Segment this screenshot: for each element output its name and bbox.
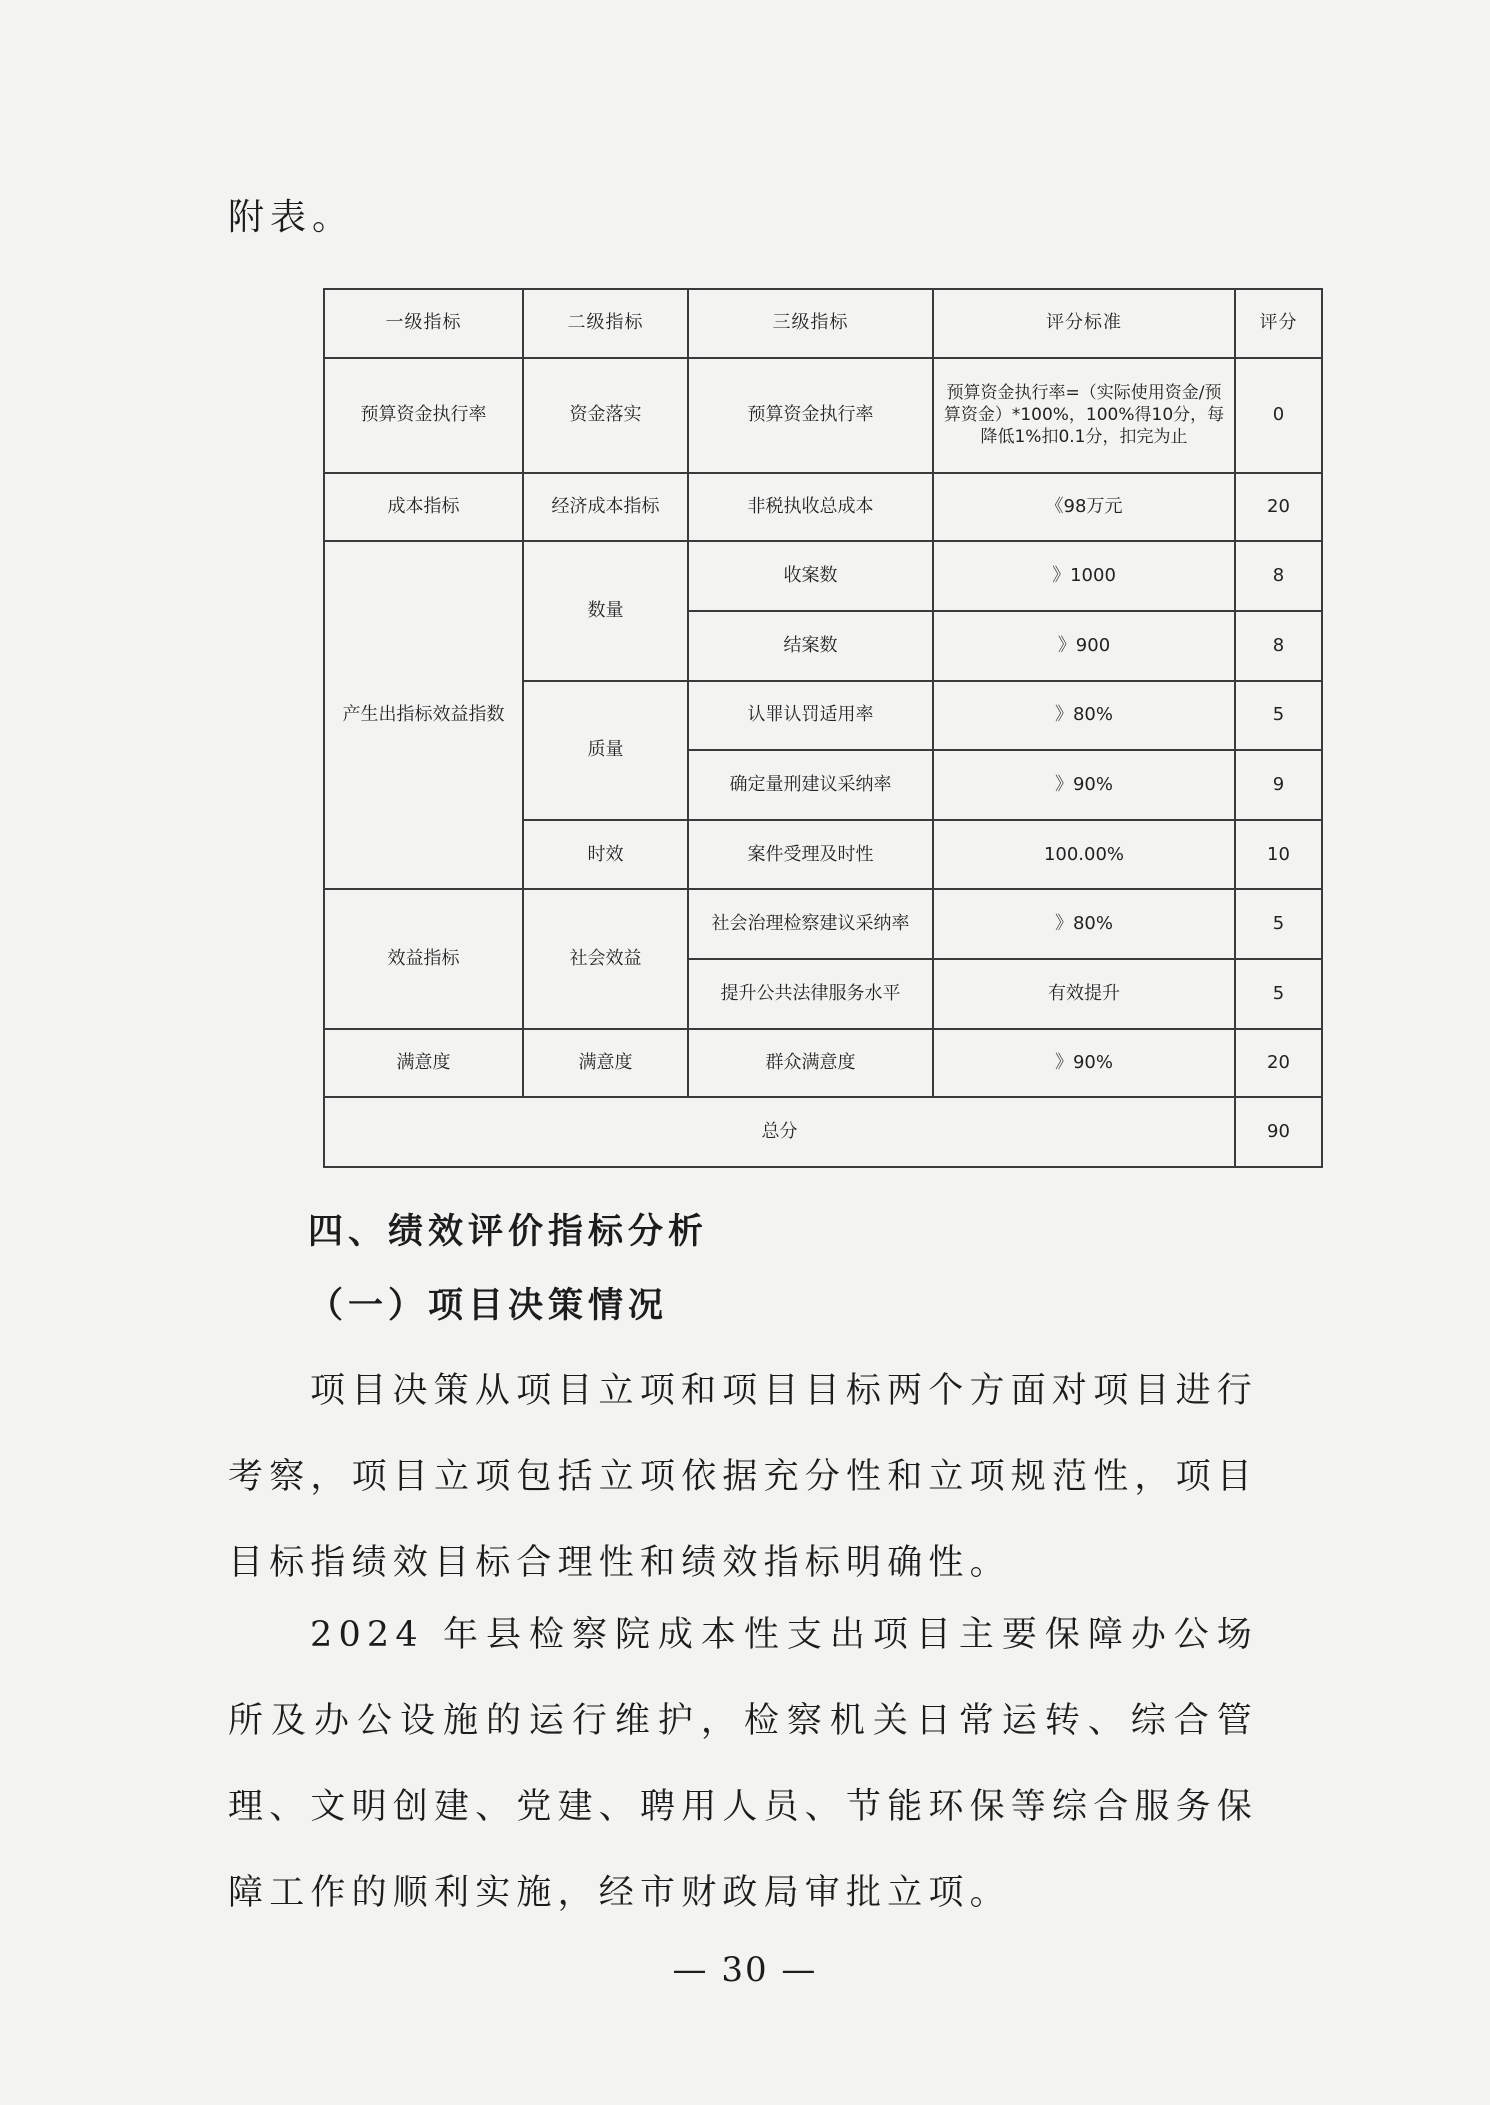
table-row [324, 358, 1322, 473]
score-cell: 0 [1235, 358, 1322, 473]
criteria-cell: 100.00% [933, 820, 1235, 890]
criteria-cell: 有效提升 [933, 959, 1235, 1029]
level2-cell: 质量 [523, 681, 688, 820]
level3-cell: 收案数 [688, 541, 933, 611]
criteria-cell: 》90% [933, 750, 1235, 820]
total-label-cell: 总分 [324, 1097, 1235, 1167]
total-score-cell: 90 [1235, 1097, 1322, 1167]
table-header-row [324, 289, 1322, 358]
score-cell: 20 [1235, 473, 1322, 542]
criteria-cell: 》80% [933, 681, 1235, 751]
score-cell: 10 [1235, 820, 1322, 890]
level3-cell: 确定量刑建议采纳率 [688, 750, 933, 820]
criteria-cell: 》1000 [933, 541, 1235, 611]
table-row [324, 541, 1322, 611]
header-cell-level1: 一级指标 [324, 289, 523, 358]
score-cell: 8 [1235, 541, 1322, 611]
level3-cell: 非税执收总成本 [688, 473, 933, 542]
header-cell-score: 评分 [1235, 289, 1322, 358]
header-cell-level3: 三级指标 [688, 289, 933, 358]
level3-cell: 认罪认罚适用率 [688, 681, 933, 751]
level3-cell: 结案数 [688, 611, 933, 681]
page-number: — 30 — [672, 1950, 818, 1990]
intro-text: 附表。 [228, 197, 355, 238]
score-cell: 9 [1235, 750, 1322, 820]
level1-cell: 效益指标 [324, 889, 523, 1028]
score-cell: 5 [1235, 889, 1322, 959]
level1-cell: 预算资金执行率 [324, 358, 523, 473]
criteria-cell: 预算资金执行率=（实际使用资金/预算资金）*100%，100%得10分，每降低1%扣0.1分，扣完为止 [933, 358, 1235, 473]
level1-cell: 满意度 [324, 1029, 523, 1098]
level3-cell: 社会治理检察建议采纳率 [688, 889, 933, 959]
level2-cell: 数量 [523, 541, 688, 680]
level2-cell: 满意度 [523, 1029, 688, 1098]
table-row [324, 889, 1322, 959]
header-cell-level2: 二级指标 [523, 289, 688, 358]
level2-cell: 资金落实 [523, 358, 688, 473]
level3-cell: 提升公共法律服务水平 [688, 959, 933, 1029]
table-total-row [324, 1097, 1322, 1167]
level3-cell: 群众满意度 [688, 1029, 933, 1098]
performance-index-table [323, 288, 1323, 1168]
level3-cell: 预算资金执行率 [688, 358, 933, 473]
score-cell: 20 [1235, 1029, 1322, 1098]
level3-cell: 案件受理及时性 [688, 820, 933, 890]
header-cell-criteria: 评分标准 [933, 289, 1235, 358]
paragraph: 项目决策从项目立项和项目目标两个方面对项目进行考察，项目立项包括立项依据充分性和立项规范性，项目目标指绩效目标合理性和绩效指标明确性。 [228, 1371, 1259, 1583]
paragraph: 2024 年县检察院成本性支出项目主要保障办公场所及办公设施的运行维护，检察机关日常运转、综合管理、文明创建、党建、聘用人员、节能环保等综合服务保障工作的顺利实施，经市财政局审批立项。 [228, 1615, 1259, 1913]
score-cell: 5 [1235, 959, 1322, 1029]
criteria-cell: 》900 [933, 611, 1235, 681]
table-row [324, 1029, 1322, 1098]
level1-cell: 产生出指标效益指数 [324, 541, 523, 889]
level2-cell: 时效 [523, 820, 688, 890]
table-row [324, 473, 1322, 542]
criteria-cell: 》90% [933, 1029, 1235, 1098]
criteria-cell: 《98万元 [933, 473, 1235, 542]
level2-cell: 经济成本指标 [523, 473, 688, 542]
subsection-heading: （一）项目决策情况 [308, 1286, 669, 1326]
score-cell: 5 [1235, 681, 1322, 751]
score-cell: 8 [1235, 611, 1322, 681]
level2-cell: 社会效益 [523, 889, 688, 1028]
section-heading: 四、绩效评价指标分析 [308, 1212, 709, 1252]
criteria-cell: 》80% [933, 889, 1235, 959]
level1-cell: 成本指标 [324, 473, 523, 542]
